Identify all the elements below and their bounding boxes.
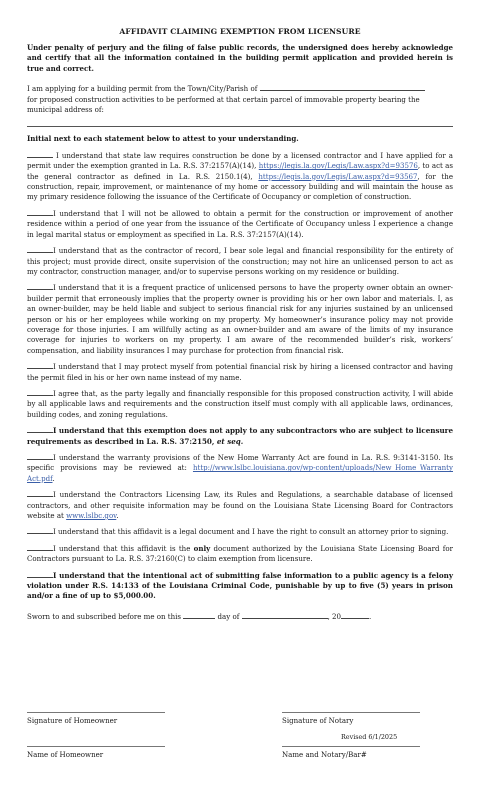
document-title: AFFIDAVIT CLAIMING EXEMPTION FROM LICENSURE — [119, 27, 361, 36]
initial-field-1[interactable] — [27, 150, 53, 158]
homeowner-name-label: Name of Homeowner — [27, 750, 104, 759]
sworn-year-field[interactable] — [341, 611, 372, 621]
statement-6-text: I agree that, as the party legally and financially responsible for this proposed construction activity, I will abide by all applicable laws and requirements and the construction itself must comply with all applicable laws, ordinances, building codes, and zoning regulations. — [27, 388, 453, 419]
initial-field-11[interactable] — [27, 543, 53, 551]
statute-link-2157[interactable]: https://legis.la.gov/Legis/Law.aspx?d=93576 — [258, 161, 418, 171]
statement-1-text-c: , for the construction, repair, improvement, or maintenance of my home or accessory building and will maintain the house as my primary residence following the issuance of the Certificate of Occupancy or completion of construction. — [27, 171, 453, 202]
signature-row — [27, 706, 453, 730]
sworn-text-b: day of — [217, 611, 240, 621]
homeowner-signature-field[interactable] — [27, 706, 165, 713]
homeowner-name-block — [27, 740, 197, 760]
lslbc-website-link[interactable]: www.lslbc.gov — [66, 511, 117, 521]
statement-7 — [27, 425, 453, 447]
sworn-text-c: , 20 — [327, 611, 342, 621]
initial-field-6[interactable] — [27, 388, 53, 396]
initial-field-12[interactable] — [27, 570, 53, 578]
statement-2-text: I understand that I will not be allowed to obtain a permit for the construction or improvement of another residence within a period of one year from the issuance of the Certificate of Occupancy unless I experience a change in legal marital status or employment as specified in La. R.S. 37:2157(A)(14). — [27, 208, 453, 239]
name-row — [27, 740, 453, 764]
initial-field-10[interactable] — [27, 526, 53, 534]
sworn-text-d: . — [369, 611, 372, 621]
initial-field-5[interactable] — [27, 361, 53, 369]
statement-9-text: I understand the Contractors Licensing Law, its Rules and Regulations, a searchable database of licensed contractors, and other requisite information may be found on the Louisiana State Licensing Board for Contractors website at — [27, 490, 453, 521]
town-city-parish-field[interactable] — [260, 83, 425, 91]
sworn-statement — [27, 611, 453, 622]
applying-text-1: I am applying for a building permit from the Town/City/Parish of — [27, 84, 258, 94]
statement-1-text-a: I understand that state law requires construction be done by a licensed contractor and I have applied for a permit under the exemption granted in La. R.S. 37:2157(A)(14), — [27, 150, 453, 171]
sworn-text-a: Sworn to and subscribed before me on this — [27, 611, 182, 621]
statement-10-text: I understand that this affidavit is a legal document and I have the right to consult an attorney prior to signing. — [53, 527, 449, 537]
homeowner-signature-label: Signature of Homeowner — [27, 716, 118, 725]
affidavit-document — [27, 27, 453, 622]
initial-field-9[interactable] — [27, 489, 53, 497]
statement-7-emphasis: et seq. — [216, 436, 244, 446]
homeowner-name-field[interactable] — [27, 740, 165, 747]
notary-signature-block — [282, 706, 452, 726]
initial-heading: Initial next to each statement below to attest to your understanding. — [27, 134, 299, 144]
statement-9-period: . — [116, 511, 119, 521]
initial-field-3[interactable] — [27, 245, 53, 253]
statement-1-text-b: , to act as the general contractor as defined in La. R.S. 2150.1(4), — [27, 161, 453, 181]
notary-name-field[interactable] — [282, 740, 420, 747]
initial-field-7[interactable] — [27, 425, 53, 433]
statement-10 — [27, 526, 453, 537]
statement-8-period: . — [52, 473, 55, 483]
statement-4 — [27, 282, 453, 356]
statement-6 — [27, 388, 453, 420]
statement-8-text: I understand the warranty provisions of the New Home Warranty Act are found in La. R.S. 9:3141-3150. Its specific provisions may be reviewed at: — [27, 453, 453, 473]
statement-11-only: only — [193, 543, 211, 553]
sworn-month-field[interactable] — [242, 611, 328, 619]
notary-signature-label: Signature of Notary — [282, 716, 354, 725]
notary-signature-field[interactable] — [282, 706, 420, 713]
statement-1 — [27, 150, 453, 203]
statement-4-text: I understand that it is a frequent practice of unlicensed persons to have the property owner obtain an owner-builder permit that erroneously implies that the property owner is providing his or her own labor and materials. I, as an owner-builder, may be held liable and subject to serious financial risk for any injuries sustained by an unlicensed person or his or her employees while working on my property. My homeowner’s insurance policy may not provide coverage for those injuries. I am willfully acting as an owner-builder and am aware of the limits of my insurance coverage for injuries to workers on my property. I am aware of the recommended builder’s risk, workers’ compensation, and liability insurances I may purchase for protection from financial risk. — [27, 283, 453, 355]
sworn-day-field[interactable] — [183, 611, 215, 619]
statement-9 — [27, 489, 453, 521]
statement-12-text: I understand that the intentional act of submitting false information to a public agency is a felony violation under R.S. 14:133 of the Louisiana Criminal Code, punishable by up to five (5) years in prison and/or a fine of up to $5,000.00. — [27, 570, 453, 601]
municipal-address-field[interactable] — [27, 117, 453, 127]
statement-2 — [27, 208, 453, 240]
notary-name-block — [282, 740, 452, 760]
statement-11-text-b: document authorized by the Louisiana State Licensing Board for Contractors pursuant to La. R.S. 37:2160(C) to claim exemption from licensure. — [27, 543, 453, 564]
statement-5-text: I understand that I may protect myself from potential financial risk by hiring a licensed contractor and having the permit filed in his or her own name instead of my name. — [27, 362, 453, 382]
initial-field-8[interactable] — [27, 452, 53, 460]
statute-link-2150[interactable]: https://legis.la.gov/Legis/Law.aspx?d=93567 — [258, 171, 418, 181]
intro-statement: Under penalty of perjury and the filing of false public records, the undersigned does hereby acknowledge and certify that all the information contained in the building permit application and provided herein is true and correct. — [27, 43, 453, 73]
initial-field-4[interactable] — [27, 282, 53, 290]
initial-field-2[interactable] — [27, 208, 53, 216]
statement-3-text: I understand that as the contractor of record, I bear sole legal and financial responsibility for the entirety of this project; must provide direct, onsite supervision of the construction; may not hire an unlicensed person to act as my contractor, construction manager, and/or to supervise persons working on my residence or building. — [27, 246, 453, 276]
warranty-act-link[interactable]: http://www.lslbc.louisiana.gov/wp-content/uploads/New_Home_Warranty Act.pdf — [27, 463, 453, 483]
statement-7-text: I understand that this exemption does not apply to any subcontractors who are subject to licensure requirements as described in La. R.S. 37:2150, — [27, 426, 453, 446]
applying-text-2: for proposed construction activities to be performed at that certain parcel of immovable property bearing the municipal address of: — [27, 94, 420, 115]
revision-date: Revised 6/1/2025 — [341, 733, 398, 741]
statement-3 — [27, 245, 453, 277]
statement-5 — [27, 361, 453, 383]
statement-11 — [27, 543, 453, 565]
statement-12 — [27, 570, 453, 602]
statement-8 — [27, 452, 453, 484]
notary-name-label: Name and Notary/Bar# — [282, 750, 367, 759]
homeowner-signature-block — [27, 706, 197, 726]
statement-11-text-a: I understand that this affidavit is the — [53, 543, 191, 553]
applying-statement — [27, 83, 453, 115]
